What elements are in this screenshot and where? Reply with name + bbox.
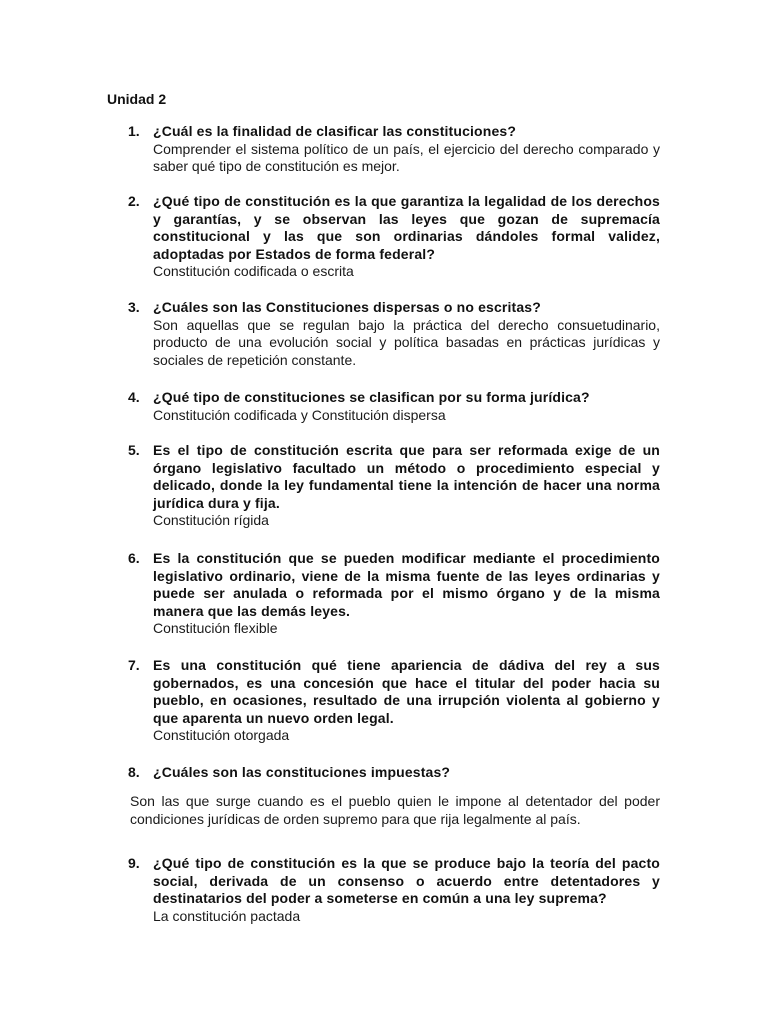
answer-text: Comprender el sistema político de un país, el ejercicio del derecho comparado y saber qué tipo de constitución es mejor.	[153, 140, 660, 175]
question-number: 2.	[128, 193, 140, 209]
question-body	[153, 389, 660, 424]
question-body	[153, 657, 660, 745]
answer-text: Constitución rígida	[153, 512, 269, 529]
question-text: ¿Qué tipo de constitución es la que se produce bajo la teoría del pacto social, derivada de un consenso o acuerdo entre detentadores y destinatarios del poder a someterse en común a una ley suprema?	[153, 855, 660, 907]
question-text: ¿Qué tipo de constituciones se clasifican por su forma jurídica?	[153, 389, 590, 405]
question-text: ¿Cuáles son las constituciones impuestas?	[153, 764, 451, 780]
answer-text: Constitución codificada o escrita	[153, 263, 354, 280]
answer-text: Son aquellas que se regulan bajo la práctica del derecho consuetudinario, producto de una evolución social y política basadas en prácticas jurídicas y sociales de repetición constante.	[153, 316, 660, 368]
question-text: ¿Qué tipo de constitución es la que garantiza la legalidad de los derechos y garantías, y se observan las leyes que gozan de supremacía constitucional y las que son ordinarias dándoles formal validez, adoptadas por Estados de forma federal?	[153, 193, 660, 262]
question-body	[153, 442, 660, 530]
question-body	[153, 299, 660, 369]
question-body	[153, 123, 660, 176]
answer-text-outdented: Son las que surge cuando es el pueblo quien le impone al detentador del poder condiciones jurídicas de orden supremo para que rija legalmente al país.	[130, 793, 660, 827]
question-text: ¿Cuál es la finalidad de clasificar las constituciones?	[153, 123, 517, 139]
question-text: Es el tipo de constitución escrita que para ser reformada exige de un órgano legislativo facultado un método o procedimiento especial y delicado, donde la ley fundamental tiene la intención de hacer una norma jurídica dura y fija.	[153, 442, 660, 511]
question-number: 3.	[128, 299, 140, 315]
answer-text: Constitución codificada y Constitución dispersa	[153, 406, 446, 423]
question-number: 9.	[128, 855, 140, 871]
question-number: 7.	[128, 657, 140, 673]
question-body	[153, 193, 660, 281]
question-text: Es la constitución que se pueden modificar mediante el procedimiento legislativo ordinario, viene de la misma fuente de las leyes ordinarias y puede ser anulada o reformada por el mismo órgano y de la misma manera que las demás leyes.	[153, 550, 660, 619]
question-body	[153, 550, 660, 638]
question-body	[153, 855, 660, 925]
unit-title: Unidad 2	[107, 91, 167, 107]
question-number: 6.	[128, 550, 140, 566]
answer-text: Constitución flexible	[153, 620, 278, 637]
question-number: 4.	[128, 389, 140, 405]
question-number: 8.	[128, 764, 140, 780]
answer-text: La constitución pactada	[153, 907, 301, 924]
question-body	[153, 764, 660, 782]
question-number: 1.	[128, 123, 140, 139]
question-number: 5.	[128, 442, 140, 458]
question-text: Es una constitución qué tiene apariencia de dádiva del rey a sus gobernados, es una concesión que hace el titular del poder hacia su pueblo, en ocasiones, resultado de una irrupción violenta al gobierno y que aparenta un nuevo orden legal.	[153, 657, 660, 726]
answer-text: Constitución otorgada	[153, 727, 290, 744]
question-text: ¿Cuáles son las Constituciones dispersas o no escritas?	[153, 299, 541, 315]
